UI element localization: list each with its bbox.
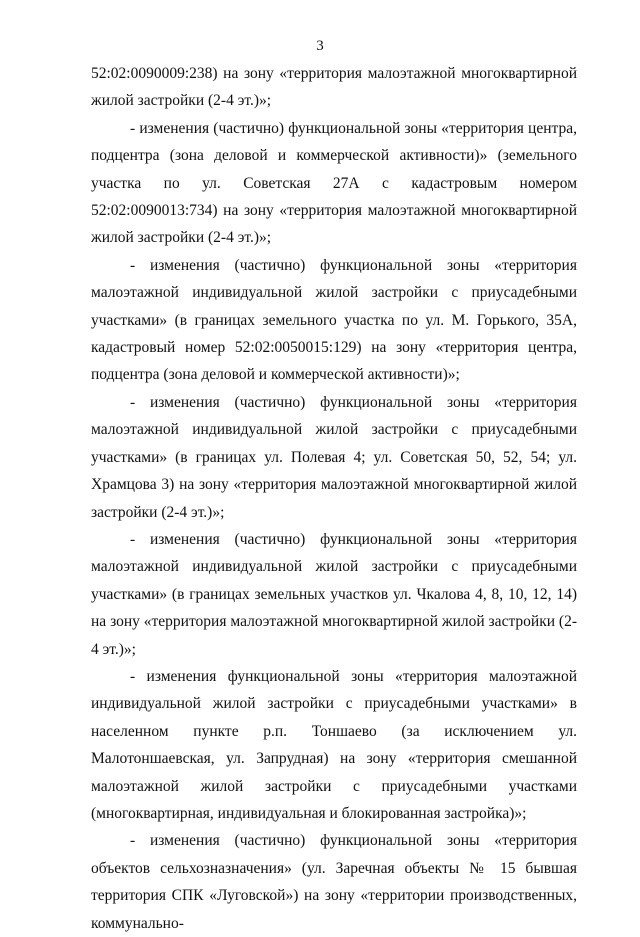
- document-body: [91, 60, 577, 937]
- paragraph-zone-change-zarechnaya: - изменения (частично) функциональной зоны «территория объектов сельхозназначения» (ул. Заречная объекты № 15 бывшая территория СПК «Луговской») на зону «территории производственных, коммунально-: [91, 832, 577, 932]
- page-number: 3: [316, 38, 324, 54]
- paragraph-zone-change-gorkogo-35a: - изменения (частично) функциональной зоны «территория малоэтажной индивидуальной жилой застройки с приусадебными участками» (в границах земельного участка по ул. М. Горького, 35А, кадастровый номер 52:02:0050015:129) на зону «территория центра, подцентра (зона деловой и коммерческой активности)»;: [91, 256, 577, 384]
- paragraph-zone-change-tonshaevo: - изменения функциональной зоны «территория малоэтажной индивидуальной жилой застройки с приусадебными участками» в населенном пункте р.п. Тоншаево (за исключением ул. Малотоншаевская, ул. Запрудная) на зону «территория смешанной малоэтажной жилой застройки с приусадебными участками (многоквартирная, индивидуальная и блокированная застройка)»;: [91, 667, 577, 822]
- paragraph-zone-change-sovetskaya-27a: - изменения (частично) функциональной зоны «территория центра, подцентра (зона деловой и коммерческой активности)» (земельного участка по ул. Советская 27А с кадастровым номером 52:02:0090013:734) на зону «территория малоэтажной многоквартирной жилой застройки (2-4 эт.)»;: [91, 119, 577, 247]
- paragraph-zone-change-chkalova: - изменения (частично) функциональной зоны «территория малоэтажной индивидуальной жилой застройки с приусадебными участками» (в границах земельных участков ул. Чкалова 4, 8, 10, 12, 14) на зону «территория малоэтажной многоквартирной жилой застройки (2-4 эт.)»;: [91, 530, 577, 658]
- paragraph-continuation: 52:02:0090009:238) на зону «территория малоэтажной многоквартирной жилой застройки (2-4 эт.)»;: [91, 65, 577, 110]
- paragraph-zone-change-polevaya: - изменения (частично) функциональной зоны «территория малоэтажной индивидуальной жилой застройки с приусадебными участками» (в границах ул. Полевая 4; ул. Советская 50, 52, 54; ул. Храмцова 3) на зону «территория малоэтажной многоквартирной жилой застройки (2-4 эт.)»;: [91, 393, 577, 521]
